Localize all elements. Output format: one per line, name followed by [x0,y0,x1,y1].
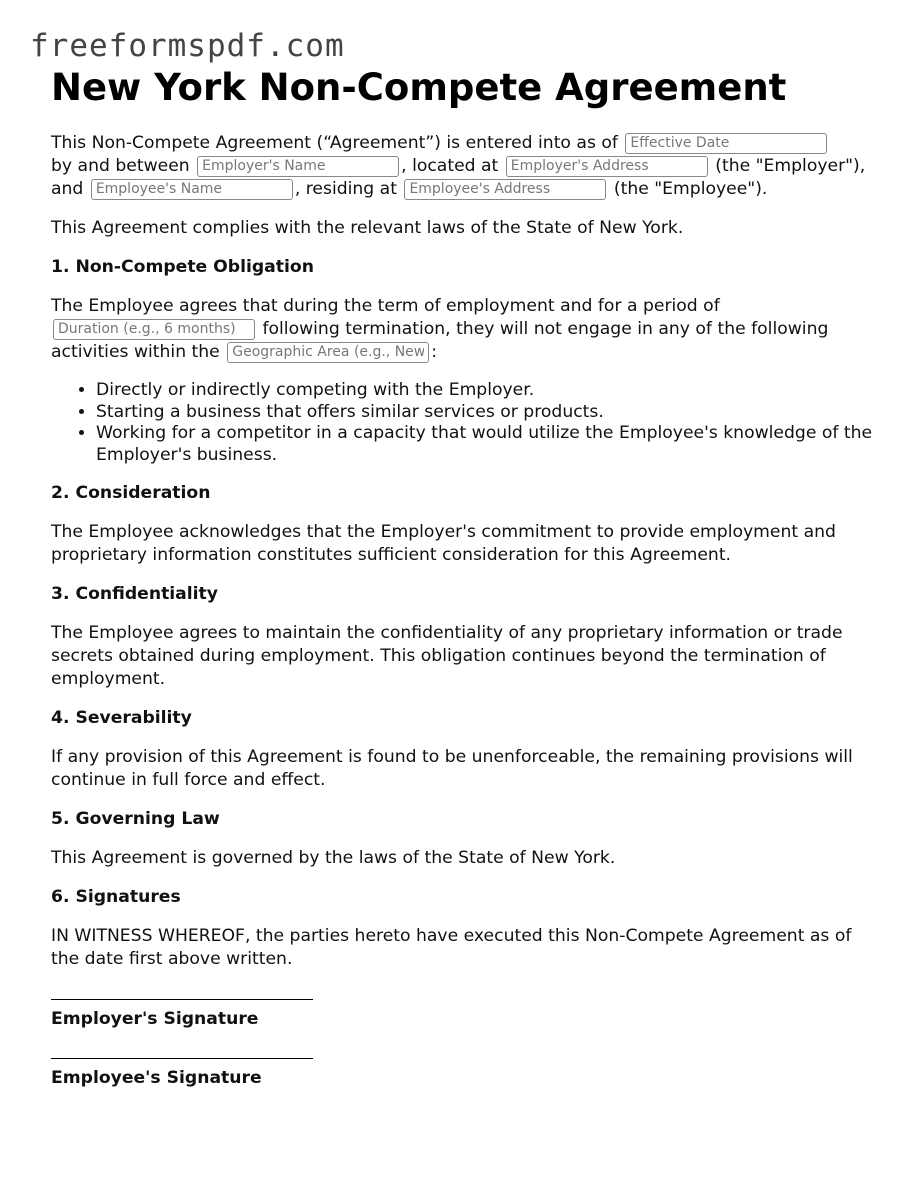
list-item: • Directly or indirectly competing with the Employer. [96,380,881,402]
employee-signature-block [51,1058,881,1090]
page-title: New York Non-Compete Agreement [51,66,787,109]
section-4-heading: 4. Severability [51,708,192,728]
section-6-text: IN WITNESS WHEREOF, the parties hereto have executed this Non-Compete Agreement as of the date first above written. [51,926,852,969]
intro-text-1: This Non-Compete Agreement (“Agreement”) is entered into as of [51,133,618,153]
employer-signature-line[interactable] [51,999,313,1000]
list-item: • Starting a business that offers similar services or products. [96,402,881,424]
section-1-heading: 1. Non-Compete Obligation [51,257,314,277]
employee-signature-line[interactable] [51,1058,313,1059]
employee-address-input[interactable] [404,179,606,200]
section-3-text: The Employee agrees to maintain the confidentiality of any proprietary information or trade secrets obtained during employment. This obligation continues beyond the termination of employment. [51,623,843,689]
employee-signature-label: Employee's Signature [51,1068,262,1088]
watermark: freeformspdf.com [30,28,345,64]
section-4-text: If any provision of this Agreement is found to be unenforceable, the remaining provisions will continue in full force and effect. [51,747,853,790]
restricted-activities-list [51,380,881,466]
employer-name-input[interactable] [197,156,399,177]
section-1-text-1: The Employee agrees that during the term of employment and for a period of [51,296,720,316]
section-1-text-3: : [431,342,438,362]
section-1-text-2: following termination, they will not engage in any of the following activities within the [51,319,829,362]
intro-text-5: , residing at [294,179,397,199]
section-5-heading: 5. Governing Law [51,809,220,829]
employer-signature-block [51,999,881,1031]
section-2-text: The Employee acknowledges that the Employer's commitment to provide employment and proprietary information constitutes sufficient consideration for this Agreement. [51,522,836,565]
document [51,66,881,1090]
section-2-heading: 2. Consideration [51,483,211,503]
employer-address-input[interactable] [506,156,708,177]
employer-signature-label: Employer's Signature [51,1009,259,1029]
effective-date-input[interactable] [625,133,827,154]
intro-text-2: by and between [51,156,190,176]
duration-input[interactable] [53,319,255,340]
section-5-text: This Agreement is governed by the laws of the State of New York. [51,848,616,868]
intro-text-6: (the "Employee"). [613,179,768,199]
intro-text-3: , located at [401,156,499,176]
section-3-heading: 3. Confidentiality [51,584,218,604]
geographic-area-input[interactable] [227,342,429,363]
section-1-paragraph [51,295,881,364]
list-item: • Working for a competitor in a capacity that would utilize the Employee's knowledge of the Employer's business. [96,423,881,466]
section-6-heading: 6. Signatures [51,887,181,907]
compliance-statement: This Agreement complies with the relevant laws of the State of New York. [51,218,684,238]
intro-text-4: (the "Employer"), and [51,156,866,199]
employee-name-input[interactable] [91,179,293,200]
intro-paragraph [51,132,881,201]
